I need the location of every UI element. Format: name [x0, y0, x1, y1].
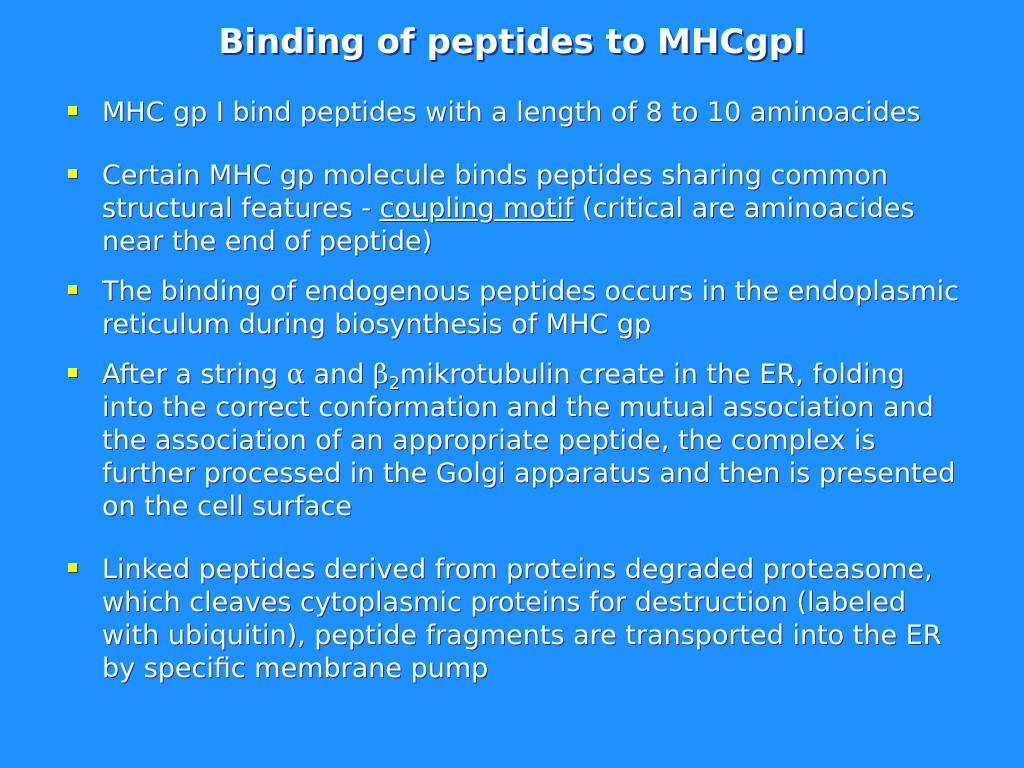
coupling-motif-link[interactable]: coupling motif: [379, 193, 574, 224]
bullet-text: Linked peptides derived from proteins degraded proteasome, which cleaves cytoplasmic proteins for destruction (labeled with ubiquitin), peptide fragments are transported into the ER by specific membrane pump: [102, 554, 942, 684]
square-bullet-icon: [68, 106, 77, 115]
bullet-item: [62, 96, 962, 129]
bullet-list: [62, 96, 962, 685]
square-bullet-icon: [68, 563, 77, 572]
bullet-text: The binding of endogenous peptides occurs in the endoplasmic reticulum during biosynthesis of MHC gp: [102, 276, 959, 340]
square-bullet-icon: [68, 169, 77, 178]
bullet-text: (critical are aminoacides near the end of peptide): [102, 193, 915, 257]
bullet-item: [62, 358, 962, 523]
bullet-text: and: [304, 359, 373, 390]
bullet-text: MHC gp I bind peptides with a length of 8 to 10 aminoacides: [102, 97, 921, 128]
bullet-item: [62, 159, 962, 258]
alpha-symbol: α: [286, 359, 305, 390]
bullet-text: Certain MHC gp molecule binds peptides sharing common structural features -: [102, 160, 889, 224]
bullet-text: After a string: [102, 359, 287, 390]
slide-title: Binding of peptides to MHCgpI: [218, 22, 806, 62]
square-bullet-icon: [68, 368, 77, 377]
square-bullet-icon: [68, 285, 77, 294]
bullet-text: mikrotubulin create in the ER, folding into the correct conformation and the mutual association and the association of an appropriate peptide, the complex is further processed in the Golgi apparatus and then is presented on the cell surface: [102, 359, 956, 522]
bullet-item: [62, 275, 962, 341]
bullet-item: [62, 553, 962, 685]
beta-subscript: 2: [388, 373, 400, 394]
beta-symbol: β: [372, 359, 389, 390]
